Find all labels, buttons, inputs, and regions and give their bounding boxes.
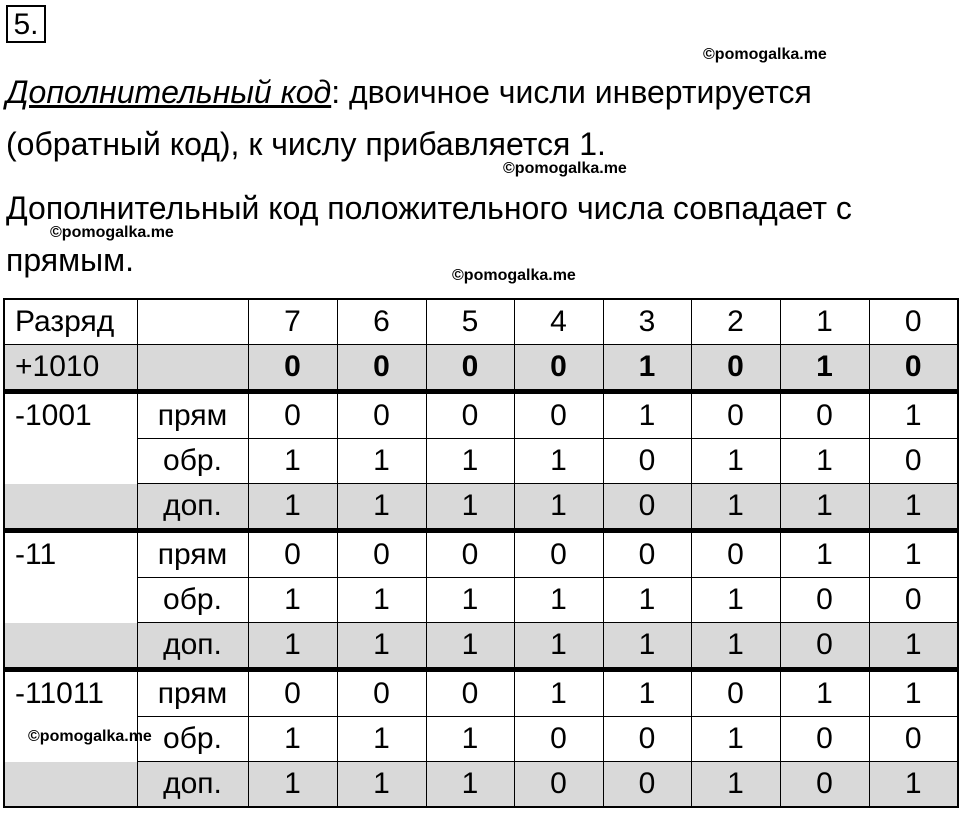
digit-cell: 0 xyxy=(426,531,514,578)
digit-cell: 0 xyxy=(426,392,514,439)
digit-cell: 1 xyxy=(869,484,958,531)
code-kind xyxy=(137,299,248,345)
code-row xyxy=(4,439,958,484)
digit-cell: 0 xyxy=(780,392,869,439)
row-label: -11011 xyxy=(4,670,137,717)
digit-cell: 1 xyxy=(337,623,426,670)
digit-cell: 1 xyxy=(869,762,958,808)
digit-cell: 1 xyxy=(248,762,337,808)
digit-cell: 1 xyxy=(780,484,869,531)
digit-cell: 1 xyxy=(514,578,603,623)
digit-cell: 0 xyxy=(426,345,514,392)
row-label xyxy=(4,578,137,623)
digit-cell: 2 xyxy=(691,299,780,345)
digit-cell: 0 xyxy=(780,578,869,623)
digit-cell: 1 xyxy=(426,762,514,808)
digit-cell: 1 xyxy=(337,717,426,762)
digit-cell: 0 xyxy=(691,531,780,578)
digit-cell: 0 xyxy=(869,299,958,345)
digit-cell: 0 xyxy=(337,345,426,392)
digit-cell: 0 xyxy=(514,392,603,439)
digit-cell: 0 xyxy=(248,670,337,717)
row-label xyxy=(4,484,137,531)
digit-cell: 0 xyxy=(780,762,869,808)
watermark: ©pomogalka.me xyxy=(503,160,627,177)
digit-cell: 0 xyxy=(691,345,780,392)
code-kind xyxy=(137,345,248,392)
row-label: -11 xyxy=(4,531,137,578)
digit-cell: 1 xyxy=(691,578,780,623)
digit-cell: 1 xyxy=(248,578,337,623)
digit-cell: 1 xyxy=(426,578,514,623)
digit-cell: 1 xyxy=(869,392,958,439)
digit-cell: 0 xyxy=(603,531,691,578)
digit-cell: 0 xyxy=(869,439,958,484)
digit-cell: 0 xyxy=(603,439,691,484)
code-row xyxy=(4,670,958,717)
note-line-2: прямым. xyxy=(6,242,134,278)
digit-cell: 4 xyxy=(514,299,603,345)
digit-cell: 1 xyxy=(426,439,514,484)
digit-cell: 1 xyxy=(248,439,337,484)
digit-cell: 1 xyxy=(691,717,780,762)
definition-text: : двоичное числи инвертируется xyxy=(331,74,812,110)
digit-cell: 1 xyxy=(248,717,337,762)
definition-line-1 xyxy=(6,72,812,112)
digit-cell: 0 xyxy=(514,762,603,808)
code-row xyxy=(4,623,958,670)
digit-cell: 0 xyxy=(603,717,691,762)
digit-cell: 1 xyxy=(603,623,691,670)
watermark: ©pomogalka.me xyxy=(452,267,576,284)
row-label: +1010 xyxy=(4,345,137,392)
digit-cell: 1 xyxy=(514,484,603,531)
code-kind: обр. xyxy=(137,578,248,623)
code-row xyxy=(4,484,958,531)
code-kind: обр. xyxy=(137,717,248,762)
digit-cell: 0 xyxy=(514,717,603,762)
digit-cell: 0 xyxy=(869,345,958,392)
digit-cell: 0 xyxy=(603,762,691,808)
digit-cell: 1 xyxy=(691,762,780,808)
digit-cell: 1 xyxy=(337,578,426,623)
digit-cell: 0 xyxy=(691,670,780,717)
code-kind: обр. xyxy=(137,439,248,484)
row-label: Разряд xyxy=(4,299,137,345)
digit-cell: 1 xyxy=(691,439,780,484)
digit-cell: 1 xyxy=(514,670,603,717)
digit-cell: 0 xyxy=(248,345,337,392)
digit-cell: 1 xyxy=(603,392,691,439)
digit-cell: 1 xyxy=(248,484,337,531)
code-kind: доп. xyxy=(137,623,248,670)
digit-cell: 1 xyxy=(426,717,514,762)
code-row xyxy=(4,762,958,808)
code-kind: прям xyxy=(137,531,248,578)
digit-cell: 1 xyxy=(426,484,514,531)
digit-cell: 1 xyxy=(780,345,869,392)
digit-cell: 1 xyxy=(869,670,958,717)
watermark: ©pomogalka.me xyxy=(28,728,152,745)
digit-cell: 1 xyxy=(514,623,603,670)
row-label xyxy=(4,623,137,670)
digit-cell: 0 xyxy=(248,392,337,439)
task-number: 5. xyxy=(6,5,46,43)
digit-cell: 0 xyxy=(869,578,958,623)
digit-cell: 0 xyxy=(248,531,337,578)
digit-cell: 5 xyxy=(426,299,514,345)
digit-cell: 1 xyxy=(603,578,691,623)
digit-cell: 0 xyxy=(869,717,958,762)
digit-cell: 7 xyxy=(248,299,337,345)
digit-cell: 1 xyxy=(780,531,869,578)
digit-cell: 1 xyxy=(869,531,958,578)
digit-cell: 1 xyxy=(514,439,603,484)
digit-cell: 0 xyxy=(337,670,426,717)
digit-cell: 0 xyxy=(514,345,603,392)
digit-cell: 1 xyxy=(426,623,514,670)
code-kind: доп. xyxy=(137,484,248,531)
digit-cell: 1 xyxy=(780,299,869,345)
digit-cell: 6 xyxy=(337,299,426,345)
definition-term: Дополнительный код xyxy=(6,74,332,110)
header-row xyxy=(4,299,958,345)
digit-cell: 1 xyxy=(691,623,780,670)
digit-cell: 0 xyxy=(603,484,691,531)
digit-cell: 0 xyxy=(337,392,426,439)
watermark: ©pomogalka.me xyxy=(50,224,174,241)
watermark: ©pomogalka.me xyxy=(703,46,827,63)
note-line-1: Дополнительный код положительного числа совпадает с xyxy=(6,190,852,226)
digit-cell: 0 xyxy=(337,531,426,578)
digit-cell: 1 xyxy=(337,762,426,808)
code-kind: прям xyxy=(137,392,248,439)
digit-cell: 1 xyxy=(337,439,426,484)
digit-cell: 1 xyxy=(780,439,869,484)
digit-cell: 1 xyxy=(780,670,869,717)
digit-cell: 1 xyxy=(603,670,691,717)
digit-cell: 0 xyxy=(514,531,603,578)
code-kind: доп. xyxy=(137,762,248,808)
digit-cell: 0 xyxy=(780,717,869,762)
code-row xyxy=(4,392,958,439)
digit-cell: 0 xyxy=(780,623,869,670)
code-row xyxy=(4,531,958,578)
digit-cell: 1 xyxy=(691,484,780,531)
row-label: -1001 xyxy=(4,392,137,439)
digit-cell: 1 xyxy=(248,623,337,670)
row-label xyxy=(4,762,137,808)
code-kind: прям xyxy=(137,670,248,717)
positive-row xyxy=(4,345,958,392)
digit-cell: 1 xyxy=(869,623,958,670)
digit-cell: 0 xyxy=(691,392,780,439)
digit-cell: 1 xyxy=(337,484,426,531)
digit-cell: 0 xyxy=(426,670,514,717)
digit-cell: 3 xyxy=(603,299,691,345)
row-label xyxy=(4,439,137,484)
definition-line-2: (обратный код), к числу прибавляется 1. xyxy=(6,126,606,162)
digit-cell: 1 xyxy=(603,345,691,392)
code-row xyxy=(4,578,958,623)
